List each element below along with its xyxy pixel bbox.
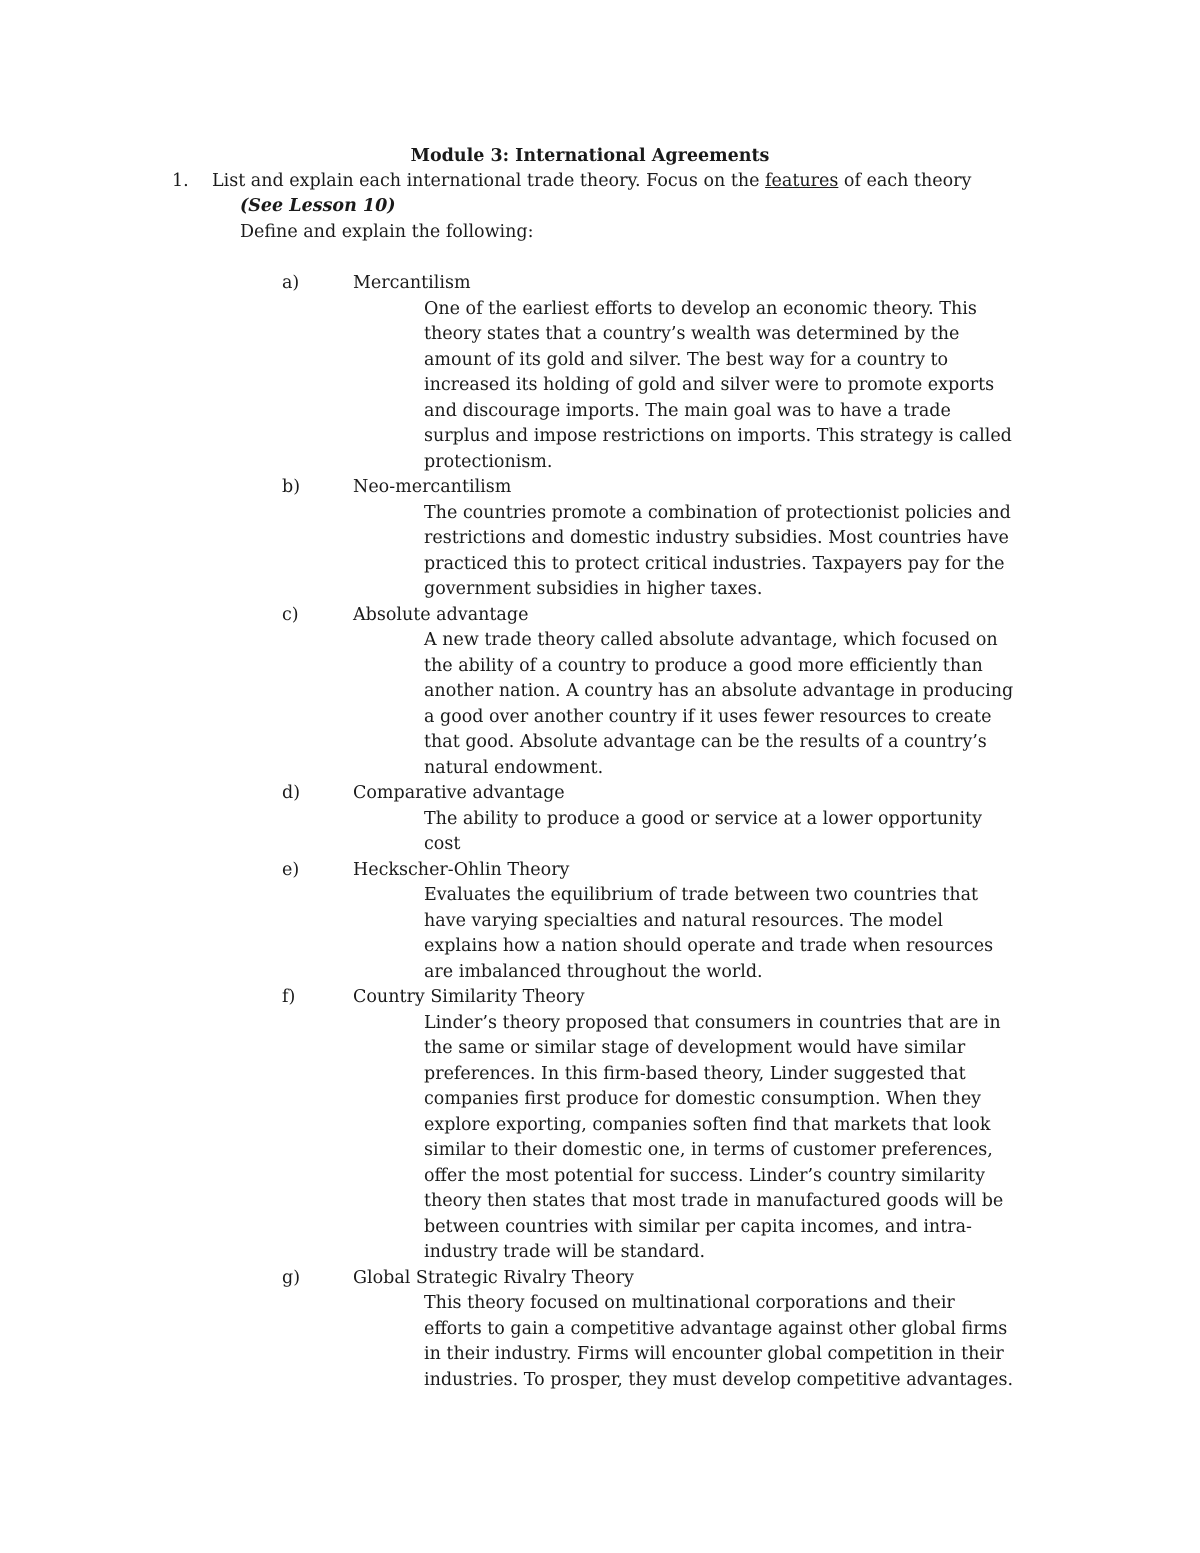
description-line: similar to their domestic one, in terms of customer preferences, (424, 1140, 993, 1160)
description-line: Linder’s theory proposed that consumers in countries that are in (424, 1012, 1001, 1033)
theory-item (0, 1266, 1200, 1394)
question-text (212, 169, 971, 195)
theory-item-heading (0, 271, 1200, 297)
theory-item-heading (0, 858, 1200, 884)
theory-item-heading (0, 781, 1200, 807)
theory-item-letter: b) (282, 477, 301, 497)
description-line: This theory focused on multinational corporations and their (424, 1293, 955, 1313)
theory-item-description (424, 297, 1039, 476)
theory-item-description (424, 807, 1039, 858)
description-line: are imbalanced throughout the world. (424, 961, 763, 982)
theory-item (0, 271, 1200, 475)
description-line: increased its holding of gold and silver were to promote exports (424, 375, 995, 395)
theory-item (0, 475, 1200, 603)
description-line: amount of its gold and silver. The best way for a country to (424, 349, 949, 370)
theory-item-heading (0, 1266, 1200, 1292)
theory-item-description (424, 628, 1039, 781)
description-line: Evaluates the equilibrium of trade between two countries that (424, 885, 979, 905)
theory-item (0, 985, 1200, 1266)
description-line: natural endowment. (424, 757, 604, 778)
theory-item-name: Comparative advantage (353, 783, 565, 803)
question-number: 1. (172, 171, 189, 191)
theory-item-letter: g) (282, 1267, 301, 1288)
description-line: protectionism. (424, 451, 553, 472)
theory-item (0, 858, 1200, 986)
question-text-after: of each theory (838, 171, 972, 191)
theory-item-name: Global Strategic Rivalry Theory (353, 1267, 634, 1288)
description-line: the same or similar stage of development would have similar (424, 1038, 966, 1058)
description-line: government subsidies in higher taxes. (424, 579, 763, 599)
theory-item-description (424, 883, 1039, 985)
description-line: another nation. A country has an absolute advantage in producing (424, 681, 1014, 701)
question-emphasis: features (765, 171, 839, 191)
description-line: The ability to produce a good or service at a lower opportunity (424, 808, 982, 829)
description-line: A new trade theory called absolute advantage, which focused on (424, 630, 998, 650)
theory-item-letter: d) (282, 783, 301, 803)
theory-item-name: Absolute advantage (353, 604, 529, 625)
theory-item-letter: e) (282, 859, 300, 880)
theory-item-name: Mercantilism (353, 273, 471, 293)
description-line: preferences. In this firm-based theory, Linder suggested that (424, 1063, 966, 1084)
page-title: Module 3: International Agreements (410, 146, 770, 166)
theory-item-heading (0, 475, 1200, 501)
question-text-before: List and explain each international trade theory. Focus on the (212, 171, 766, 191)
theory-item-letter: a) (282, 273, 300, 293)
description-line: efforts to gain a competitive advantage against other global firms (424, 1318, 1008, 1339)
description-line: the ability of a country to produce a good more efficiently than (424, 655, 983, 676)
description-line: between countries with similar per capita incomes, and intra- (424, 1216, 972, 1237)
description-line: that good. Absolute advantage can be the results of a country’s (424, 732, 987, 752)
theory-list (0, 271, 1200, 1393)
theory-item (0, 781, 1200, 858)
lesson-reference: (See Lesson 10) (240, 196, 396, 216)
description-line: companies first produce for domestic consumption. When they (424, 1089, 982, 1109)
theory-item-heading (0, 603, 1200, 629)
description-line: offer the most potential for success. Linder’s country similarity (424, 1165, 985, 1186)
theory-item-description (424, 1291, 1039, 1393)
description-line: explore exporting, companies soften find that markets that look (424, 1114, 991, 1135)
description-line: and discourage imports. The main goal was to have a trade (424, 400, 951, 421)
description-line: The countries promote a combination of protectionist policies and (424, 502, 1011, 523)
description-line: practiced this to protect critical industries. Taxpayers pay for the (424, 553, 1005, 574)
theory-item-name: Neo-mercantilism (353, 477, 512, 497)
description-line: restrictions and domestic industry subsidies. Most countries have (424, 528, 1009, 548)
theory-item-description (424, 1011, 1039, 1266)
description-line: surplus and impose restrictions on imports. This strategy is called (424, 426, 1012, 446)
description-line: industry trade will be standard. (424, 1242, 706, 1262)
theory-item-description (424, 501, 1039, 603)
theory-item (0, 603, 1200, 782)
description-line: theory states that a country’s wealth was determined by the (424, 324, 960, 344)
description-line: One of the earliest efforts to develop an economic theory. This (424, 298, 977, 319)
description-line: explains how a nation should operate and trade when resources (424, 936, 994, 956)
theory-item-name: Country Similarity Theory (353, 987, 585, 1007)
theory-item-letter: c) (282, 604, 299, 625)
theory-item-heading (0, 985, 1200, 1011)
description-line: a good over another country if it uses fewer resources to create (424, 706, 992, 727)
description-line: industries. To prosper, they must develop competitive advantages. (424, 1369, 1014, 1390)
description-line: in their industry. Firms will encounter global competition in their (424, 1344, 1004, 1364)
theory-item-name: Heckscher-Ohlin Theory (353, 859, 570, 880)
description-line: cost (424, 834, 461, 854)
question-instruction: Define and explain the following: (240, 222, 534, 242)
description-line: theory then states that most trade in manufactured goods will be (424, 1191, 1004, 1211)
description-line: have varying specialties and natural resources. The model (424, 910, 943, 931)
theory-item-letter: f) (282, 987, 296, 1007)
